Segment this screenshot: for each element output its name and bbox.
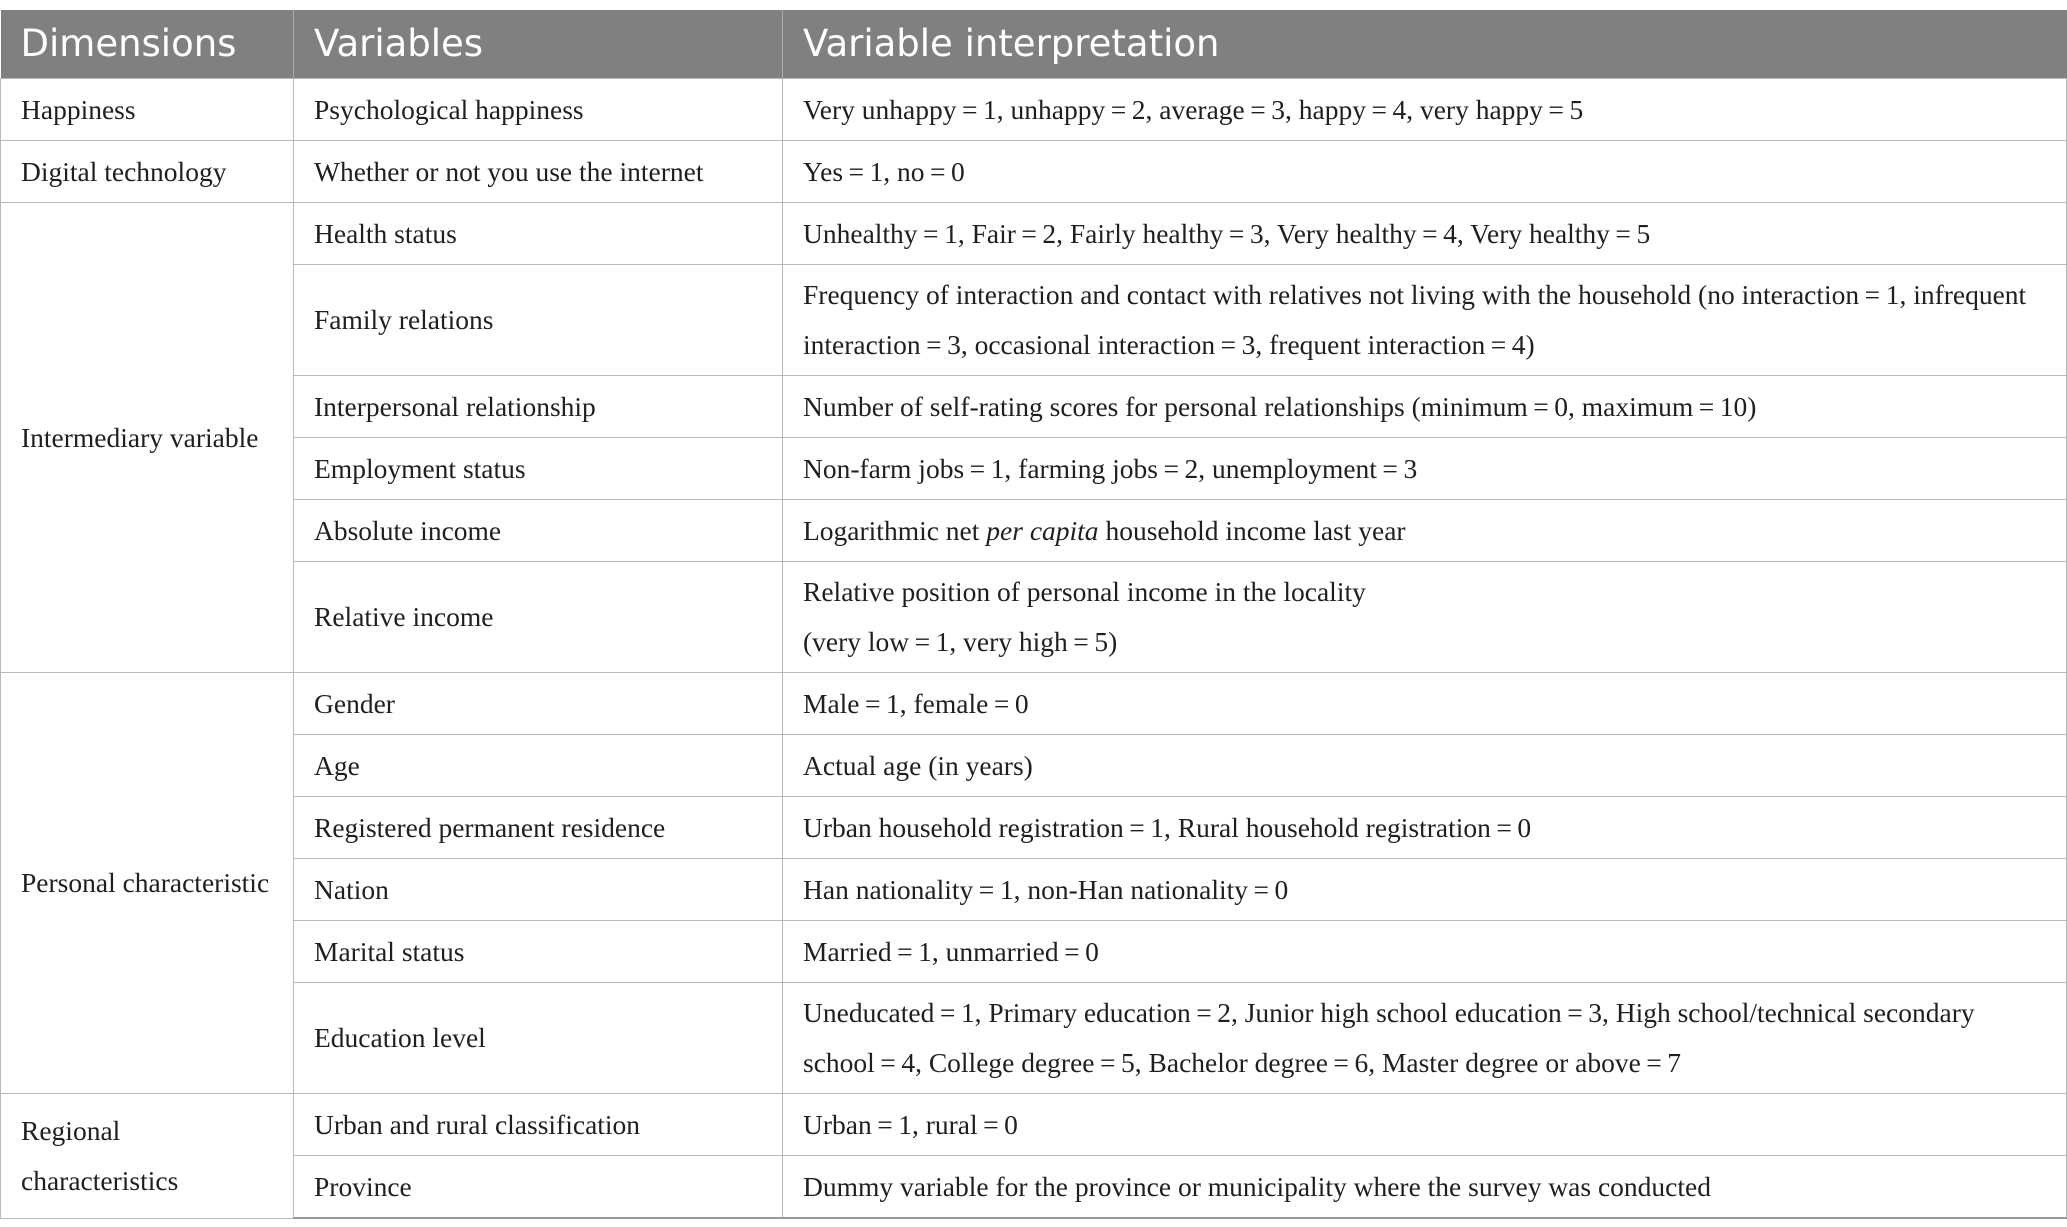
- interpretation-cell: Male = 1, female = 0: [783, 673, 2067, 735]
- interpretation-cell: [783, 500, 2067, 562]
- interpretation-line: Relative position of personal income in the locality: [803, 576, 1366, 607]
- header-row: [1, 10, 2067, 79]
- variables-table: [0, 10, 2067, 1219]
- table-row: [1, 203, 2067, 265]
- variable-cell: Employment status: [294, 438, 783, 500]
- header-variables: Variables: [294, 10, 783, 79]
- interpretation-cell: Urban = 1, rural = 0: [783, 1094, 2067, 1156]
- table-header: [1, 10, 2067, 79]
- table-row: [1, 673, 2067, 735]
- interpretation-text: Logarithmic net: [803, 514, 987, 546]
- interpretation-italic-text: per capita: [986, 514, 1099, 546]
- table-row: [1, 265, 2067, 376]
- interpretation-cell: Very unhappy = 1, unhappy = 2, average = 3, happy = 4, very happy = 5: [783, 79, 2067, 141]
- table-row: [1, 141, 2067, 203]
- dimension-cell: Happiness: [1, 79, 294, 141]
- variable-cell: Nation: [294, 859, 783, 921]
- interpretation-text: household income last year: [1098, 514, 1406, 546]
- variable-cell: Marital status: [294, 921, 783, 983]
- variable-cell: Relative income: [294, 562, 783, 673]
- table-row: [1, 1156, 2067, 1219]
- variable-cell: Age: [294, 735, 783, 797]
- variable-cell: Health status: [294, 203, 783, 265]
- header-dimensions: Dimensions: [1, 10, 294, 79]
- table-row: [1, 1094, 2067, 1156]
- interpretation-cell: Dummy variable for the province or municipality where the survey was conducted: [783, 1156, 2067, 1219]
- table-row: [1, 500, 2067, 562]
- variable-cell: Interpersonal relationship: [294, 376, 783, 438]
- variable-cell: Gender: [294, 673, 783, 735]
- interpretation-cell: Yes = 1, no = 0: [783, 141, 2067, 203]
- variable-cell: Registered permanent residence: [294, 797, 783, 859]
- variables-table-container: [0, 10, 2066, 1219]
- interpretation-cell: Han nationality = 1, non-Han nationality = 0: [783, 859, 2067, 921]
- interpretation-cell: [783, 562, 2067, 673]
- table-row: [1, 438, 2067, 500]
- dimension-cell: Intermediary variable: [1, 203, 294, 673]
- table-row: [1, 983, 2067, 1094]
- variable-cell: Province: [294, 1156, 783, 1219]
- dimension-cell: Digital technology: [1, 141, 294, 203]
- interpretation-cell: Unhealthy = 1, Fair = 2, Fairly healthy = 3, Very healthy = 4, Very healthy = 5: [783, 203, 2067, 265]
- table-row: [1, 921, 2067, 983]
- variable-cell: Urban and rural classification: [294, 1094, 783, 1156]
- table-row: [1, 79, 2067, 141]
- dimension-cell: Personal characteristic: [1, 673, 294, 1094]
- interpretation-cell: Frequency of interaction and contact with relatives not living with the household (no interaction = 1, infrequent interaction = 3, occasional interaction = 3, frequent interaction = 4): [783, 265, 2067, 376]
- table-row: [1, 562, 2067, 673]
- interpretation-cell: Married = 1, unmarried = 0: [783, 921, 2067, 983]
- table-row: [1, 376, 2067, 438]
- variable-cell: Family relations: [294, 265, 783, 376]
- interpretation-cell: Non-farm jobs = 1, farming jobs = 2, unemployment = 3: [783, 438, 2067, 500]
- interpretation-cell: Number of self-rating scores for personal relationships (minimum = 0, maximum = 10): [783, 376, 2067, 438]
- interpretation-cell: Urban household registration = 1, Rural household registration = 0: [783, 797, 2067, 859]
- variable-cell: Psychological happiness: [294, 79, 783, 141]
- interpretation-line: (very low = 1, very high = 5): [803, 626, 1118, 657]
- interpretation-cell: Actual age (in years): [783, 735, 2067, 797]
- table-row: [1, 797, 2067, 859]
- dimension-cell: Regional characteristics: [1, 1094, 294, 1219]
- variable-cell: Whether or not you use the internet: [294, 141, 783, 203]
- interpretation-cell: Uneducated = 1, Primary education = 2, Junior high school education = 3, High school/technical secondary school = 4, College degree = 5, Bachelor degree = 6, Master degree or above = 7: [783, 983, 2067, 1094]
- variable-cell: Absolute income: [294, 500, 783, 562]
- table-row: [1, 735, 2067, 797]
- table-row: [1, 859, 2067, 921]
- variable-cell: Education level: [294, 983, 783, 1094]
- header-interpretation: Variable interpretation: [783, 10, 2067, 79]
- table-body: [1, 79, 2067, 1219]
